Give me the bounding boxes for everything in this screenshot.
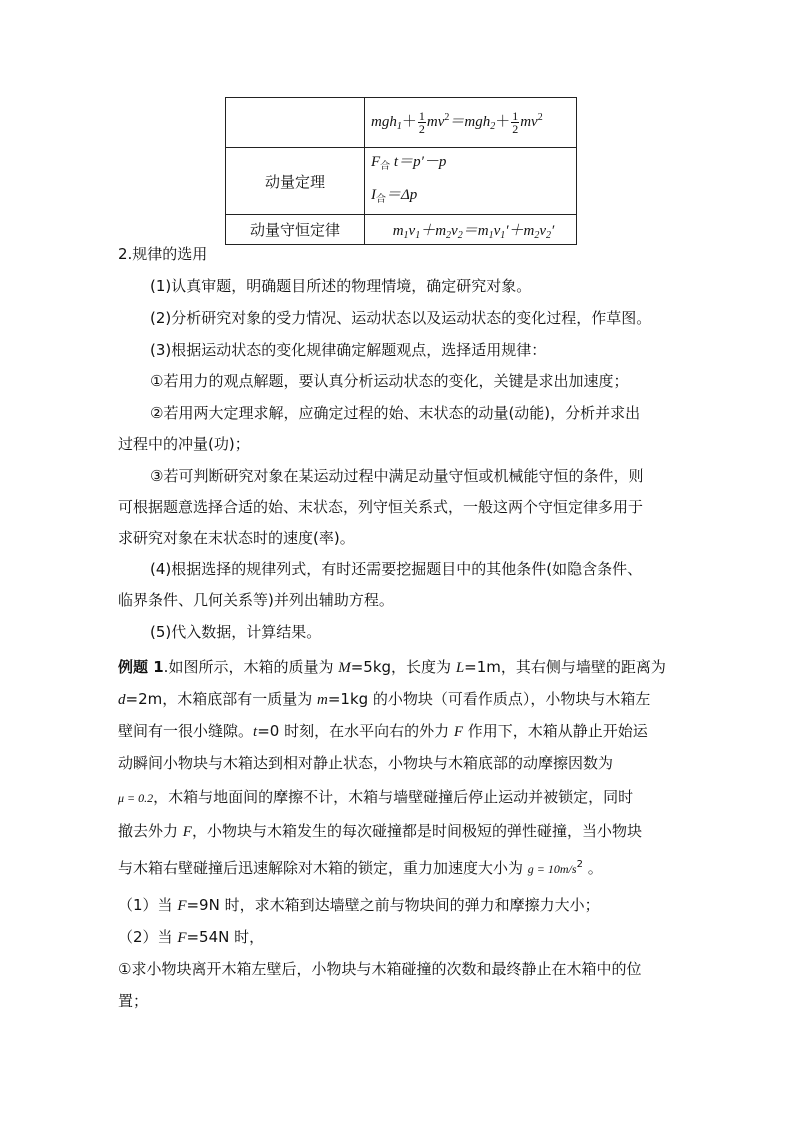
step-4-line-2: 临界条件、几何关系等)并列出辅助方程。 [118,591,394,609]
example-line-4: 动瞬间小物块与木箱达到相对静止状态，小物块与木箱底部的动摩擦因数为 [118,754,614,772]
example-line-2: d=2m，木箱底部有一质量为 m=1kg 的小物块（可看作质点），小物块与木箱左 [118,690,651,708]
step-3-item-2-line-1: ②若用两大定理求解，应确定过程的始、末状态的动量(动能)，分析并求出 [150,404,641,422]
question-2-part-1-line-2: 置； [118,992,149,1010]
step-1: (1)认真审题，明确题目所述的物理情境，确定研究对象。 [150,277,532,295]
example-line-6: 撤去外力 F，小物块与木箱发生的每次碰撞都是时间极短的弹性碰撞，当小物块 [118,822,642,840]
step-5: (5)代入数据，计算结果。 [150,623,322,641]
energy-conservation-formula: mgh$_1$＋ $\frac{1}{2}$ $mv^2=mgh_2+$ $\frac{1}{2}$ $mv^2$ [365,98,577,148]
formula-table [225,97,577,245]
question-2: （2）当 F=54N 时， [118,928,265,946]
example-line-7: 与木箱右壁碰撞后迅速解除对木箱的锁定，重力加速度大小为 $g = 10m/s^2$ 。 [118,859,603,877]
step-3-item-3-line-3: 求研究对象在末状态时的速度(率)。 [118,529,355,547]
example-line-5: μ = 0.2，木箱与地面间的摩擦不计，木箱与墙壁碰撞后停止运动并被锁定，同时 [118,788,634,806]
step-4-line-1: (4)根据选择的规律列式，有时还需要挖掘题目中的其他条件(如隐含条件、 [150,560,643,578]
question-1: （1）当 F=9N 时，求木箱到达墙壁之前与物块间的弹力和摩擦力大小； [118,896,600,914]
step-3-item-3-line-1: ③若可判断研究对象在某运动过程中满足动量守恒或机械能守恒的条件，则 [150,467,644,485]
momentum-conservation-formula: $m_1v_1+m_2v_2=m_1v_1'+m_2v_2'$ [365,215,577,245]
table-cell-label: 动量守恒定律 [226,215,365,245]
section-title: 2.规律的选用 [118,245,208,263]
table-cell-label: 动量定理 [226,148,365,215]
step-3-item-1: ①若用力的观点解题，要认真分析运动状态的变化，关键是求出加速度； [150,372,629,390]
step-2: (2)分析研究对象的受力情况、运动状态以及运动状态的变化过程，作草图。 [150,309,652,327]
table-cell-label [226,98,365,148]
table-row [226,98,577,148]
example-line-1: 例题 1.如图所示，木箱的质量为 M=5kg，长度为 L=1m，其右侧与墙壁的距离为 [118,658,666,676]
table-row [226,148,577,215]
step-3: (3)根据运动状态的变化规律确定解题观点，选择适用规律： [150,341,547,359]
step-3-item-3-line-2: 可根据题意选择合适的始、末状态，列守恒关系式，一般这两个守恒定律多用于 [118,498,644,516]
table-row [226,215,577,245]
question-2-part-1-line-1: ①求小物块离开木箱左壁后，小物块与木箱碰撞的次数和最终静止在木箱中的位 [118,960,642,978]
momentum-theorem-formula: $F_合$ t＝p′－p $I_合=\Delta p$ [365,148,577,215]
example-line-3: 壁间有一很小缝隙。t=0 时刻，在水平向右的外力 F 作用下，木箱从静止开始运 [118,722,648,740]
step-3-item-2-line-2: 过程中的冲量(功)； [118,435,250,453]
